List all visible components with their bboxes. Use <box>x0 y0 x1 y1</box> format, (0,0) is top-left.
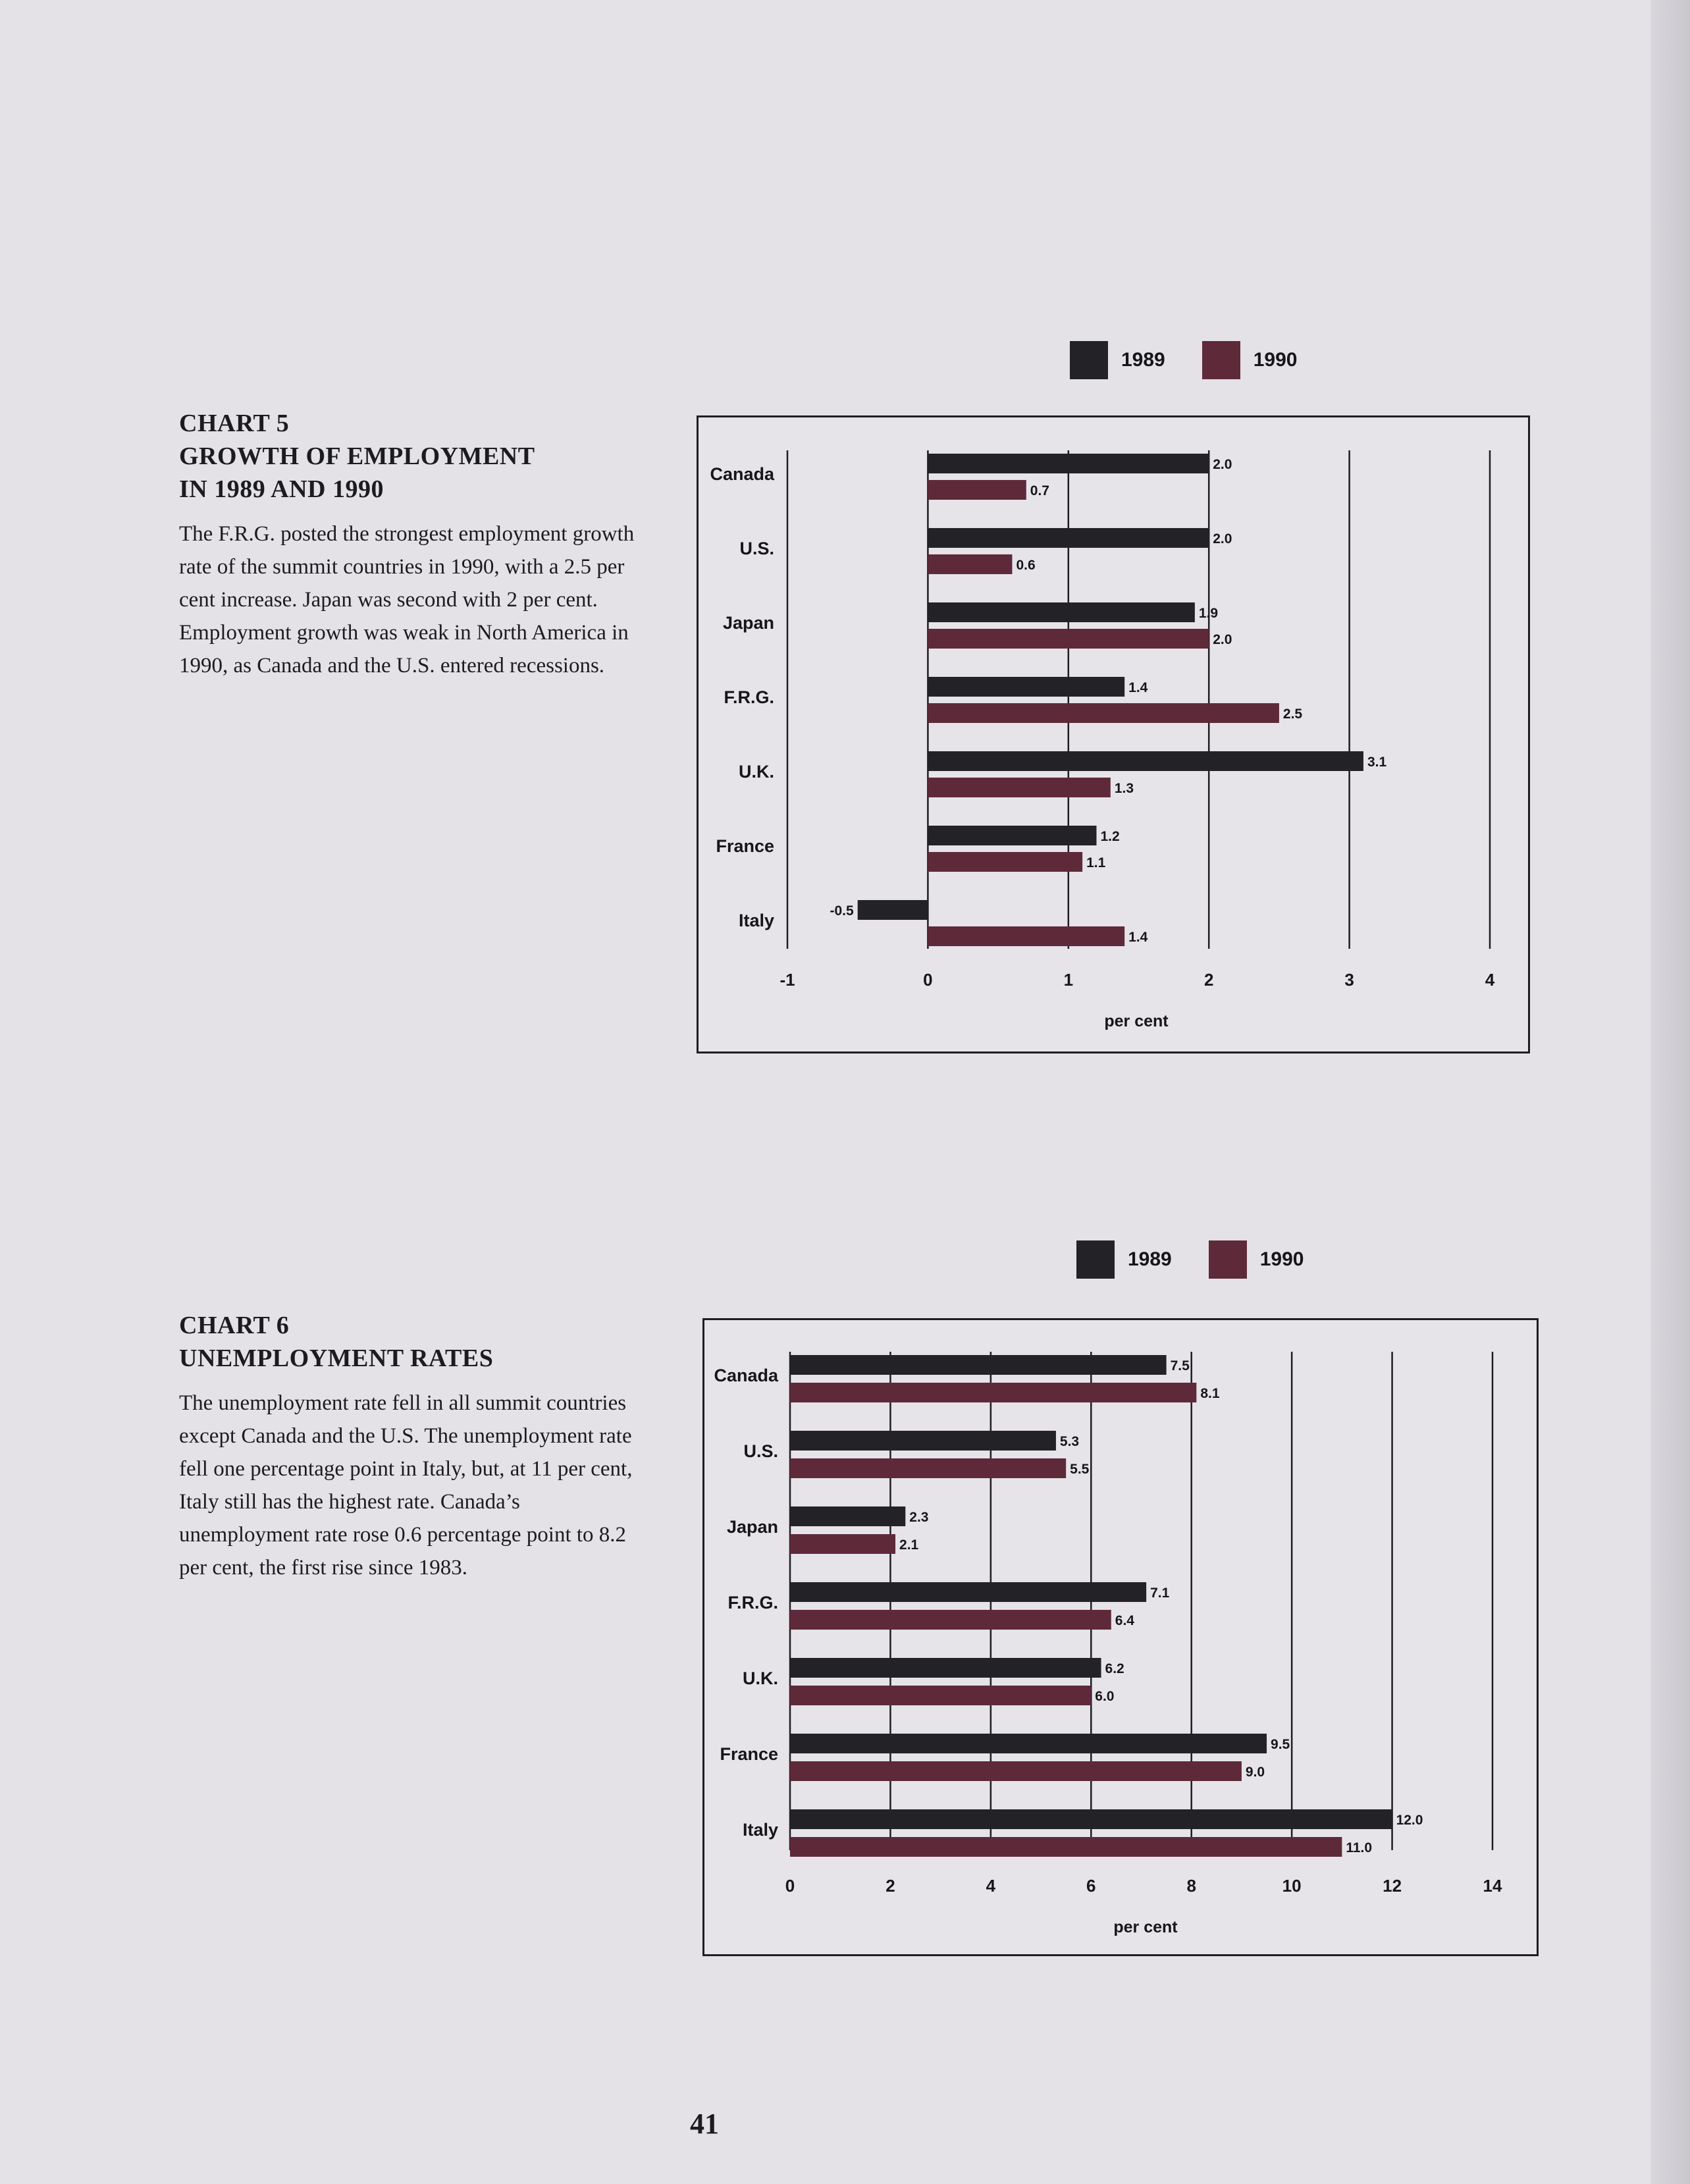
chart5-data-label-1-2: 2.0 <box>1213 632 1232 647</box>
chart6-frame <box>702 1318 1539 1956</box>
chart5-bar-1-2 <box>928 629 1209 649</box>
chart5-x-axis-label: per cent <box>1104 1012 1169 1030</box>
chart5-data-label-1-3: 2.5 <box>1282 706 1303 722</box>
chart5-bar-0-0 <box>928 454 1209 473</box>
chart5-bar-1-0 <box>928 480 1026 500</box>
chart6-bar-0-0 <box>790 1355 1167 1375</box>
chart5-tick-label-2: 1 <box>1063 970 1074 990</box>
chart6-data-label-0-6: 12.0 <box>1396 1813 1423 1828</box>
chart5-tick-label-3: 2 <box>1203 970 1214 990</box>
chart6-category-label-2: Japan <box>726 1517 778 1537</box>
chart5-data-label-1-0: 0.7 <box>1030 483 1049 498</box>
chart6-plot <box>704 1320 1537 1954</box>
chart5-bar-1-6 <box>928 926 1124 946</box>
chart5-data-label-1-1: 0.6 <box>1016 558 1036 573</box>
chart6-title-line1: CHART 6 <box>179 1312 290 1339</box>
chart5-legend-swatch-1990 <box>1202 341 1240 379</box>
chart5-data-label-0-1: 2.0 <box>1213 531 1232 546</box>
chart6-bar-0-1 <box>790 1431 1056 1451</box>
chart6-bar-1-1 <box>790 1458 1066 1478</box>
chart6-bar-1-4 <box>790 1686 1091 1705</box>
chart6-tick-label-2: 4 <box>986 1876 996 1896</box>
chart5-text-block <box>179 407 653 682</box>
chart5-legend-label-1990: 1990 <box>1253 349 1298 371</box>
chart5-category-label-5: France <box>716 836 774 856</box>
chart6-data-label-1-4: 6.0 <box>1095 1689 1115 1704</box>
chart5-legend-item-1990 <box>1202 341 1298 379</box>
chart6-legend-item-1989 <box>1076 1240 1172 1279</box>
chart6-data-label-1-1: 5.5 <box>1070 1462 1090 1477</box>
chart6-bar-0-5 <box>790 1734 1267 1753</box>
chart6-legend <box>1076 1240 1341 1279</box>
chart5-legend-label-1989: 1989 <box>1121 349 1165 371</box>
chart6-bar-0-6 <box>790 1809 1392 1829</box>
chart5-title-line3: IN 1989 AND 1990 <box>179 475 384 503</box>
chart6-tick-label-7: 14 <box>1483 1876 1502 1896</box>
chart5-data-label-0-5: 1.2 <box>1100 829 1120 844</box>
chart5-description: The F.R.G. posted the strongest employment growth rate of the summit countries in 1990, with a 2.5 per cent increase. Japan was second with 2 per cent. Employment growth was weak in North America in 1990, as Canada and the U.S. entered recessions. <box>179 522 635 678</box>
chart6-tick-label-0: 0 <box>785 1876 795 1896</box>
chart6-x-axis-label: per cent <box>1113 1918 1178 1936</box>
chart6-title-line2: UNEMPLOYMENT RATES <box>179 1345 494 1372</box>
chart5-data-label-1-6: 1.4 <box>1128 930 1148 945</box>
chart5-bar-0-6 <box>858 900 928 920</box>
chart6-bar-0-4 <box>790 1658 1101 1678</box>
chart6-legend-swatch-1990 <box>1209 1240 1247 1279</box>
chart6-data-label-1-3: 6.4 <box>1115 1613 1134 1628</box>
chart6-tick-label-4: 8 <box>1186 1876 1196 1896</box>
chart5-category-label-1: U.S. <box>739 539 774 558</box>
chart5-bar-0-5 <box>928 826 1096 845</box>
chart6-description: The unemployment rate fell in all summit countries except Canada and the U.S. The unemployment rate fell one percentage point in Italy, but, at 11 per cent, Italy still has the highest rate. Canada’s unemployment rate rose 0.6 percentage point to 8.2 per cent, the first rise since 1983. <box>179 1391 633 1580</box>
chart5-bar-1-5 <box>928 852 1082 872</box>
chart6-data-label-0-4: 6.2 <box>1105 1661 1124 1676</box>
chart6-category-label-0: Canada <box>714 1366 778 1385</box>
chart6-bar-1-3 <box>790 1610 1111 1630</box>
chart6-data-label-0-2: 2.3 <box>909 1510 929 1525</box>
chart6-category-label-4: U.K. <box>743 1668 778 1688</box>
chart5-category-label-2: Japan <box>722 613 774 633</box>
chart6-tick-label-5: 10 <box>1282 1876 1302 1896</box>
chart5-legend-item-1989 <box>1070 341 1165 379</box>
chart5-category-label-0: Canada <box>710 464 774 484</box>
chart5-tick-label-1: 0 <box>923 970 933 990</box>
chart6-bar-1-6 <box>790 1837 1342 1857</box>
chart6-data-label-0-3: 7.1 <box>1150 1585 1170 1601</box>
chart6-category-label-5: France <box>720 1744 778 1764</box>
chart5-title <box>179 407 653 506</box>
chart5-data-label-1-5: 1.1 <box>1086 855 1106 870</box>
chart6-data-label-0-0: 7.5 <box>1170 1358 1190 1373</box>
chart5-category-label-3: F.R.G. <box>724 687 774 707</box>
chart5-bar-1-4 <box>928 778 1110 797</box>
chart6-bar-1-0 <box>790 1383 1196 1402</box>
chart5-legend <box>1070 341 1334 379</box>
chart6-tick-label-1: 2 <box>885 1876 895 1896</box>
chart6-legend-label-1990: 1990 <box>1259 1248 1304 1270</box>
chart6-data-label-1-0: 8.1 <box>1200 1386 1220 1401</box>
chart5-bar-0-1 <box>928 528 1209 548</box>
chart5-tick-label-0: -1 <box>779 970 795 990</box>
chart5-data-label-0-3: 1.4 <box>1128 680 1148 695</box>
chart6-data-label-1-6: 11.0 <box>1346 1840 1373 1855</box>
page-edge-shadow <box>1650 0 1690 2184</box>
chart5-data-label-0-4: 3.1 <box>1367 755 1387 770</box>
chart6-category-label-6: Italy <box>742 1820 778 1840</box>
chart5-bar-0-3 <box>928 677 1124 697</box>
chart5-category-label-4: U.K. <box>739 762 774 782</box>
chart6-text-block <box>179 1309 653 1584</box>
chart5-title-line2: GROWTH OF EMPLOYMENT <box>179 442 535 470</box>
chart5-bar-0-2 <box>928 602 1194 622</box>
chart6-data-label-1-2: 2.1 <box>899 1537 919 1553</box>
chart6-legend-item-1990 <box>1209 1240 1304 1279</box>
chart5-data-label-1-4: 1.3 <box>1114 781 1134 796</box>
chart6-title <box>179 1309 653 1375</box>
chart5-frame <box>697 415 1530 1053</box>
chart5-legend-swatch-1989 <box>1070 341 1108 379</box>
chart6-bar-1-2 <box>790 1534 895 1554</box>
chart5-tick-label-5: 4 <box>1485 970 1495 990</box>
chart6-data-label-0-5: 9.5 <box>1271 1737 1290 1752</box>
page-number: 41 <box>690 2108 719 2140</box>
chart5-plot <box>699 417 1528 1052</box>
chart6-data-label-0-1: 5.3 <box>1059 1434 1080 1449</box>
chart6-category-label-3: F.R.G. <box>727 1593 778 1612</box>
chart6-data-label-1-5: 9.0 <box>1245 1765 1265 1780</box>
chart5-data-label-0-6: -0.5 <box>830 903 854 919</box>
chart6-bar-1-5 <box>790 1761 1242 1781</box>
chart6-bar-0-3 <box>790 1582 1146 1602</box>
chart5-bar-1-3 <box>928 703 1279 723</box>
chart5-category-label-6: Italy <box>738 911 774 930</box>
chart6-tick-label-6: 12 <box>1383 1876 1402 1896</box>
chart5-title-line1: CHART 5 <box>179 410 290 437</box>
chart6-legend-label-1989: 1989 <box>1128 1248 1172 1270</box>
chart6-bar-0-2 <box>790 1506 905 1526</box>
chart6-tick-label-3: 6 <box>1086 1876 1096 1896</box>
chart5-bar-0-4 <box>928 751 1363 771</box>
chart5-data-label-0-0: 2.0 <box>1213 457 1232 472</box>
chart6-legend-swatch-1989 <box>1076 1240 1115 1279</box>
chart5-data-label-0-2: 1.9 <box>1198 606 1219 621</box>
chart6-category-label-1: U.S. <box>743 1441 778 1461</box>
chart5-tick-label-4: 3 <box>1344 970 1354 990</box>
chart5-bar-1-1 <box>928 554 1012 574</box>
